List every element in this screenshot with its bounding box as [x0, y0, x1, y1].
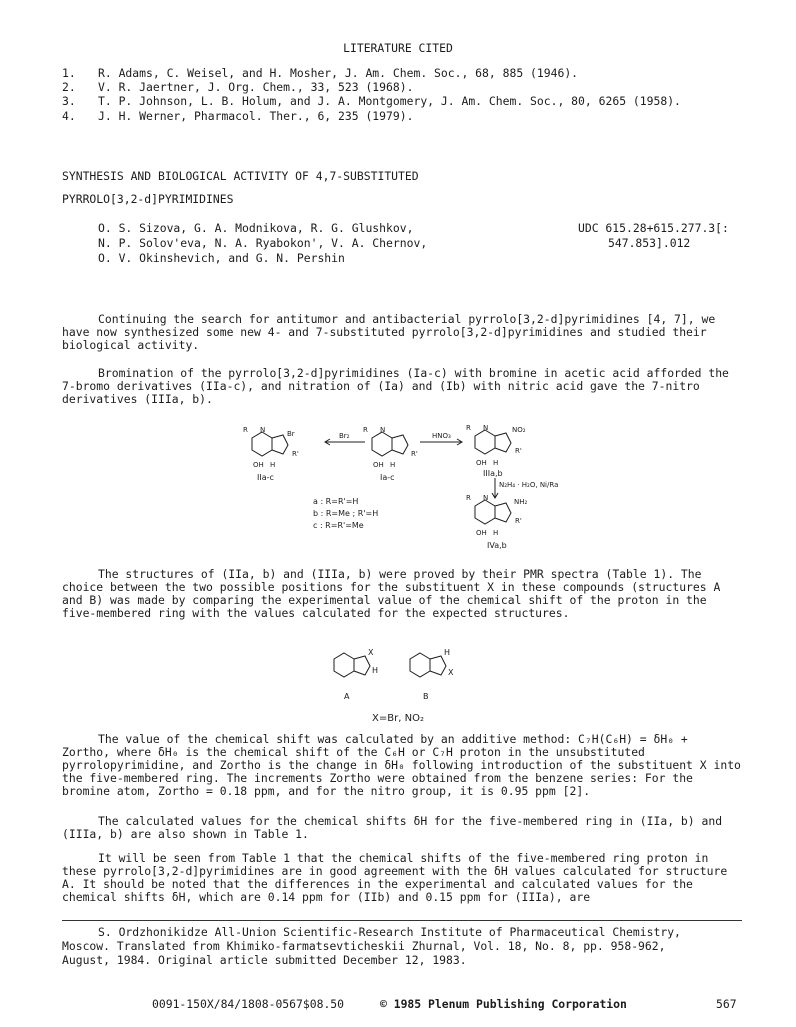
substituent-X: X [368, 648, 374, 657]
bromo-structure [252, 432, 288, 456]
structure-caption: X=Br, NO₂ [372, 713, 424, 724]
legend-c: c : R=R'=Me [313, 521, 364, 530]
reference-item: R. Adams, C. Weisel, and H. Mosher, J. Am. Chem. Soc., 68, 885 (1946). [98, 66, 579, 80]
reference-number: 1. [62, 66, 76, 80]
compound-label-IIac: IIa-c [257, 473, 274, 482]
ring-nh-h: H [390, 461, 396, 469]
ring-nitrogen: N [380, 426, 386, 434]
reference-number: 3. [62, 94, 76, 108]
substituent-R: R [243, 426, 248, 434]
nitro-substituent: NO₂ [512, 426, 526, 434]
parent-structure [372, 432, 408, 456]
reference-item: T. P. Johnson, L. B. Holum, and J. A. Montgomery, J. Am. Chem. Soc., 80, 6265 (1958). [98, 94, 681, 108]
ring-nitrogen: N [483, 494, 489, 502]
reference-number: 4. [62, 109, 76, 123]
structure-B [410, 653, 446, 677]
author-line-1: O. S. Sizova, G. A. Modnikova, R. G. Glushkov, [98, 221, 414, 235]
reference-number: 2. [62, 80, 76, 94]
substituent-R: R [466, 494, 471, 502]
structure-label-B: B [423, 692, 429, 701]
substituent-R: R [363, 426, 368, 434]
paragraph-5: The calculated values for the chemical shifts δH for the five-membered ring in (IIa, b) and (IIIa, b) are also shown in Table 1. [62, 814, 723, 841]
paragraph-3: The structures of (IIa, b) and (IIIa, b) were proved by their PMR spectra (Table 1). The choice between the two possible positions for the substituent X in these compounds (structures A and B) was made by comparing the experimental value of the chemical shift of the proton in the five-membered ring with the values calculated for the expected structures. [62, 567, 721, 620]
amino-structure [475, 500, 511, 524]
structure-A [334, 653, 370, 677]
substituent-Rprime: R' [411, 450, 418, 458]
ring-nh-h: H [493, 529, 499, 537]
hydroxyl-group: OH [476, 529, 487, 537]
substituent-X: X [448, 668, 454, 677]
nitro-structure [475, 430, 511, 454]
substituent-R: R [466, 424, 471, 432]
author-line-2: N. P. Solov'eva, N. A. Ryabokon', V. A. Chernov, [98, 236, 428, 250]
compound-label-Iac: Ia-c [380, 473, 395, 482]
substituent-Rprime: R' [515, 517, 522, 525]
bromo-substituent: Br [287, 430, 295, 438]
substituent-Rprime: R' [292, 450, 299, 458]
footnote-rule [62, 920, 742, 921]
ring-proton-H: H [372, 666, 379, 675]
page-number: 567 [716, 997, 737, 1011]
literature-cited-heading: LITERATURE CITED [343, 41, 453, 55]
paragraph-2: Bromination of the pyrrolo[3,2-d]pyrimidines (Ia-c) with bromine in acetic acid afforded the 7-bromo derivatives (IIa-c), and nitration of (Ia) and (Ib) with nitric acid gave the 7-nitro derivatives (IIIa, b). [62, 366, 729, 406]
substituent-Rprime: R' [515, 447, 522, 455]
ring-proton-H: H [444, 648, 451, 657]
reagent-bromine: Br₂ [339, 432, 350, 440]
legend-b: b : R=Me ; R'=H [313, 509, 379, 518]
udc-code-line-2: 547.853].012 [608, 236, 691, 250]
article-title-line-1: SYNTHESIS AND BIOLOGICAL ACTIVITY OF 4,7-SUBSTITUTED [62, 169, 419, 183]
footnote-line-1: S. Ordzhonikidze All-Union Scientific-Research Institute of Pharmaceutical Chemistry, [98, 925, 681, 939]
reference-item: V. R. Jaertner, J. Org. Chem., 33, 523 (1968). [98, 80, 414, 94]
copyright-notice: © 1985 Plenum Publishing Corporation [380, 997, 627, 1011]
hydroxyl-group: OH [373, 461, 384, 469]
paragraph-6: It will be seen from Table 1 that the chemical shifts of the five-membered ring proton in these pyrrolo[3,2-d]pyrimidines are in good agreement with the δH values calculated for structure A. It should be noted that the differences in the experimental and calculated values for the chemical shifts δH, which are 0.14 ppm for (IIb) and 0.15 ppm for (IIIa), are [62, 851, 728, 904]
hydroxyl-group: OH [476, 459, 487, 467]
reaction-scheme [240, 420, 580, 555]
structure-label-A: A [344, 692, 350, 701]
legend-a: a : R=R'=H [313, 497, 359, 506]
author-line-3: O. V. Okinshevich, and G. N. Pershin [98, 251, 345, 265]
ring-nh-h: H [493, 459, 499, 467]
ring-nitrogen: N [483, 424, 489, 432]
article-code: 0091-150X/84/1808-0567$08.50 [152, 997, 345, 1011]
hydroxyl-group: OH [253, 461, 264, 469]
paragraph-1: Continuing the search for antitumor and antibacterial pyrrolo[3,2-d]pyrimidines [4, 7], we have now synthesized some new 4- and 7-substituted pyrrolo[3,2-d]pyrimidines and studied their biological activity. [62, 312, 716, 352]
compound-label-IVab: IVa,b [487, 541, 507, 550]
ring-nh-h: H [270, 461, 276, 469]
isomer-structures [322, 645, 472, 707]
article-title-line-2: PYRROLO[3,2-d]PYRIMIDINES [62, 192, 234, 206]
compound-label-IIIab: IIIa,b [483, 469, 503, 478]
ring-nitrogen: N [260, 426, 266, 434]
amino-substituent: NH₂ [514, 498, 528, 506]
footnote-line-3: August, 1984. Original article submitted December 12, 1983. [62, 953, 467, 967]
reagent-nitric-acid: HNO₃ [432, 432, 451, 440]
reference-item: J. H. Werner, Pharmacol. Ther., 6, 235 (1979). [98, 109, 414, 123]
reagent-reduction: N₂H₄ · H₂O, Ni/Ra [499, 481, 559, 489]
footnote-line-2: Moscow. Translated from Khimiko-farmatsevticheskii Zhurnal, Vol. 18, No. 8, pp. 958-962, [62, 939, 666, 953]
udc-code-line-1: UDC 615.28+615.277.3[: [578, 221, 729, 235]
paragraph-4: The value of the chemical shift was calculated by an additive method: C₇H(C₆H) = δH₀ + Zortho, where δH₀ is the chemical shift of the C₆H or C₇H proton in the unsubstituted pyrrolopyrimidine, and Zortho is the change in δH₀ following introduction of the substituent X into the five-membered ring. The increments Zortho were obtained from the benzene series: For the bromine atom, Zortho = 0.18 ppm, and for the nitro group, it is 0.95 ppm [2]. [62, 732, 741, 798]
